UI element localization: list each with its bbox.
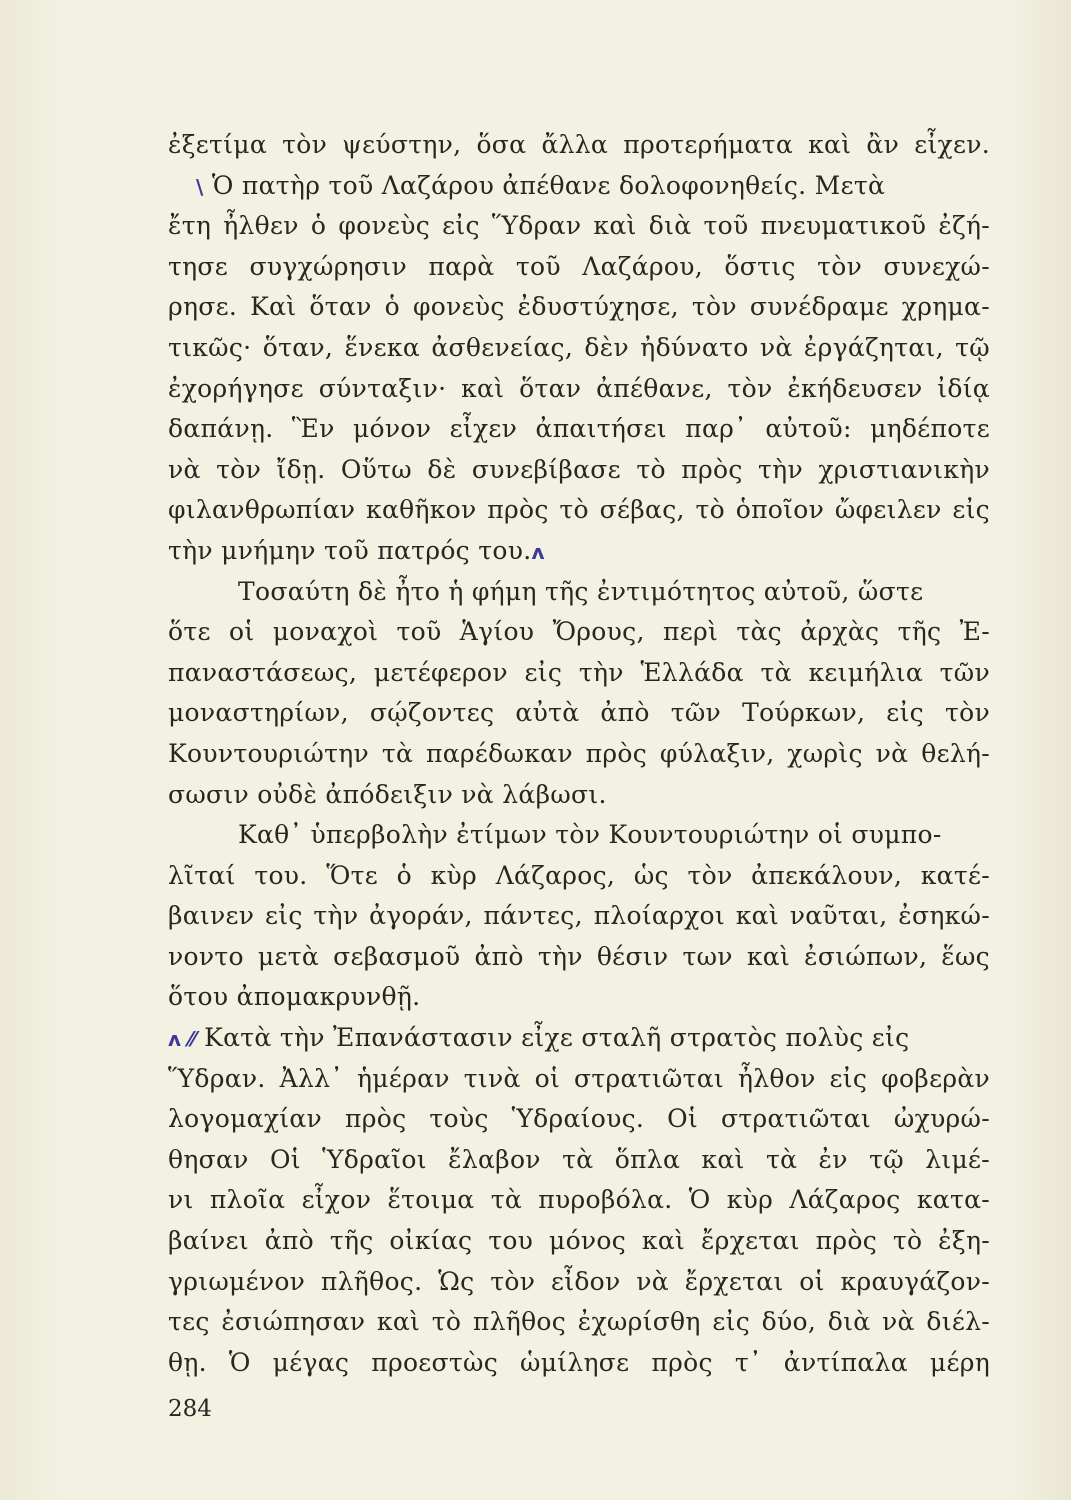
- text-line-29: γριωμένον πλῆθος. Ὡς τὸν εἶδον νὰ ἔρχεται οἱ κραυγάζον-: [168, 1266, 990, 1296]
- line-text: Ὁ πατὴρ τοῦ Λαζάρου ἀπέθανε δολοφονηθείς. Μετὰ: [211, 170, 886, 200]
- text-line-27: νι πλοῖα εἶχον ἕτοιμα τὰ πυροβόλα. Ὁ κὺρ Λάζαρος κατα-: [168, 1185, 990, 1215]
- text-line-10: φιλανθρωπίαν καθῆκον πρὸς τὸ σέβας, τὸ ὁποῖον ὤφειλεν εἰς: [168, 495, 990, 525]
- text-line-4: τησε συγχώρησιν παρὰ τοῦ Λαζάρου, ὅστις τὸν συνεχώ-: [168, 251, 990, 281]
- text-line-14: παναστάσεως, μετέφερον εἰς τὴν Ἑλλάδα τὰ κειμήλια τῶν: [168, 657, 990, 687]
- text-line-2: [168, 166, 990, 207]
- proof-mark: \: [196, 174, 204, 199]
- line-text: τὴν μνήμην τοῦ πατρός του.: [168, 535, 532, 565]
- text-line-15: μοναστηρίων, σῴζοντες αὐτὰ ἀπὸ τῶν Τούρκων, εἰς τὸν: [168, 698, 990, 728]
- text-line-12: Τοσαύτη δὲ ἦτο ἡ φήμη τῆς ἐντιμότητος αὐτοῦ, ὥστε: [238, 576, 924, 606]
- text-line-30: τες ἐσιώπησαν καὶ τὸ πλῆθος ἐχωρίσθη εἰς δύο, διὰ νὰ διέλ-: [168, 1307, 990, 1337]
- text-line-23: [168, 1018, 990, 1059]
- text-line-6: τικῶς· ὅταν, ἕνεκα ἀσθενείας, δὲν ἠδύνατο νὰ ἐργάζηται, τῷ: [168, 332, 990, 362]
- text-line-21: νοντο μετὰ σεβασμοῦ ἀπὸ τὴν θέσιν των καὶ ἐσιώπων, ἕως: [168, 941, 990, 971]
- text-line-26: θησαν Οἱ Ὑδραῖοι ἔλαβον τὰ ὅπλα καὶ τὰ ἐν τῷ λιμέ-: [168, 1144, 990, 1174]
- text-line-7: ἐχορήγησε σύνταξιν· καὶ ὅταν ἀπέθανε, τὸν ἐκήδευσεν ἰδίᾳ: [168, 373, 990, 403]
- text-line-5: ρησε. Καὶ ὅταν ὁ φονεὺς ἐδυστύχησε, τὸν συνέδραμε χρημα-: [168, 292, 990, 322]
- text-line-1: ἐξετίμα τὸν ψεύστην, ὅσα ἄλλα προτερήματα καὶ ἂν εἶχεν.: [168, 130, 990, 159]
- text-line-22: ὅτου ἀπομακρυνθῇ.: [168, 982, 421, 1012]
- text-line-16: Κουντουριώτην τὰ παρέδωκαν πρὸς φύλαξιν, χωρὶς νὰ θελή-: [168, 738, 990, 768]
- text-line-9: νὰ τὸν ἴδῃ. Οὕτω δὲ συνεβίβασε τὸ πρὸς τὴν χριστιανικὴν: [168, 454, 990, 484]
- text-line-8: δαπάνῃ. Ἓν μόνον εἶχεν ἀπαιτήσει παρ᾽ αὐτοῦ: μηδέποτε: [168, 414, 990, 444]
- text-line-3: ἔτη ἦλθεν ὁ φονεὺς εἰς Ὕδραν καὶ διὰ τοῦ πνευματικοῦ ἐζή-: [168, 211, 990, 241]
- text-line-25: λογομαχίαν πρὸς τοὺς Ὑδραίους. Οἱ στρατιῶται ὠχυρώ-: [168, 1104, 990, 1134]
- proof-mark: ʌ ⁄⁄: [168, 1027, 196, 1052]
- proof-mark: ʌ: [531, 539, 545, 564]
- text-line-17: σωσιν οὐδὲ ἀπόδειξιν νὰ λάβωσι.: [168, 779, 607, 809]
- text-line-31: θῃ. Ὁ μέγας προεστὼς ὡμίλησε πρὸς τ᾽ ἀντίπαλα μέρη: [168, 1347, 990, 1377]
- text-line-20: βαινεν εἰς τὴν ἀγοράν, πάντες, πλοίαρχοι καὶ ναῦται, ἐσηκώ-: [168, 901, 990, 931]
- text-line-11: [168, 531, 990, 572]
- text-line-18: Καθ᾽ ὑπερβολὴν ἐτίμων τὸν Κουντουριώτην οἱ συμπο-: [238, 820, 942, 850]
- page-number: 284: [168, 1396, 212, 1422]
- body-text: [168, 125, 990, 1383]
- text-line-28: βαίνει ἀπὸ τῆς οἰκίας του μόνος καὶ ἔρχεται πρὸς τὸ ἐξη-: [168, 1226, 990, 1256]
- text-line-19: λῖταί του. Ὅτε ὁ κὺρ Λάζαρος, ὡς τὸν ἀπεκάλουν, κατέ-: [168, 860, 990, 890]
- text-line-24: Ὕδραν. Ἀλλ᾽ ἡμέραν τινὰ οἱ στρατιῶται ἦλθον εἰς φοβερὰν: [168, 1063, 990, 1093]
- line-text: Κατὰ τὴν Ἐπανάστασιν εἶχε σταλῆ στρατὸς πολὺς εἰς: [204, 1023, 910, 1053]
- text-line-13: ὅτε οἱ μοναχοὶ τοῦ Ἁγίου Ὄρους, περὶ τὰς ἀρχὰς τῆς Ἐ-: [168, 617, 990, 647]
